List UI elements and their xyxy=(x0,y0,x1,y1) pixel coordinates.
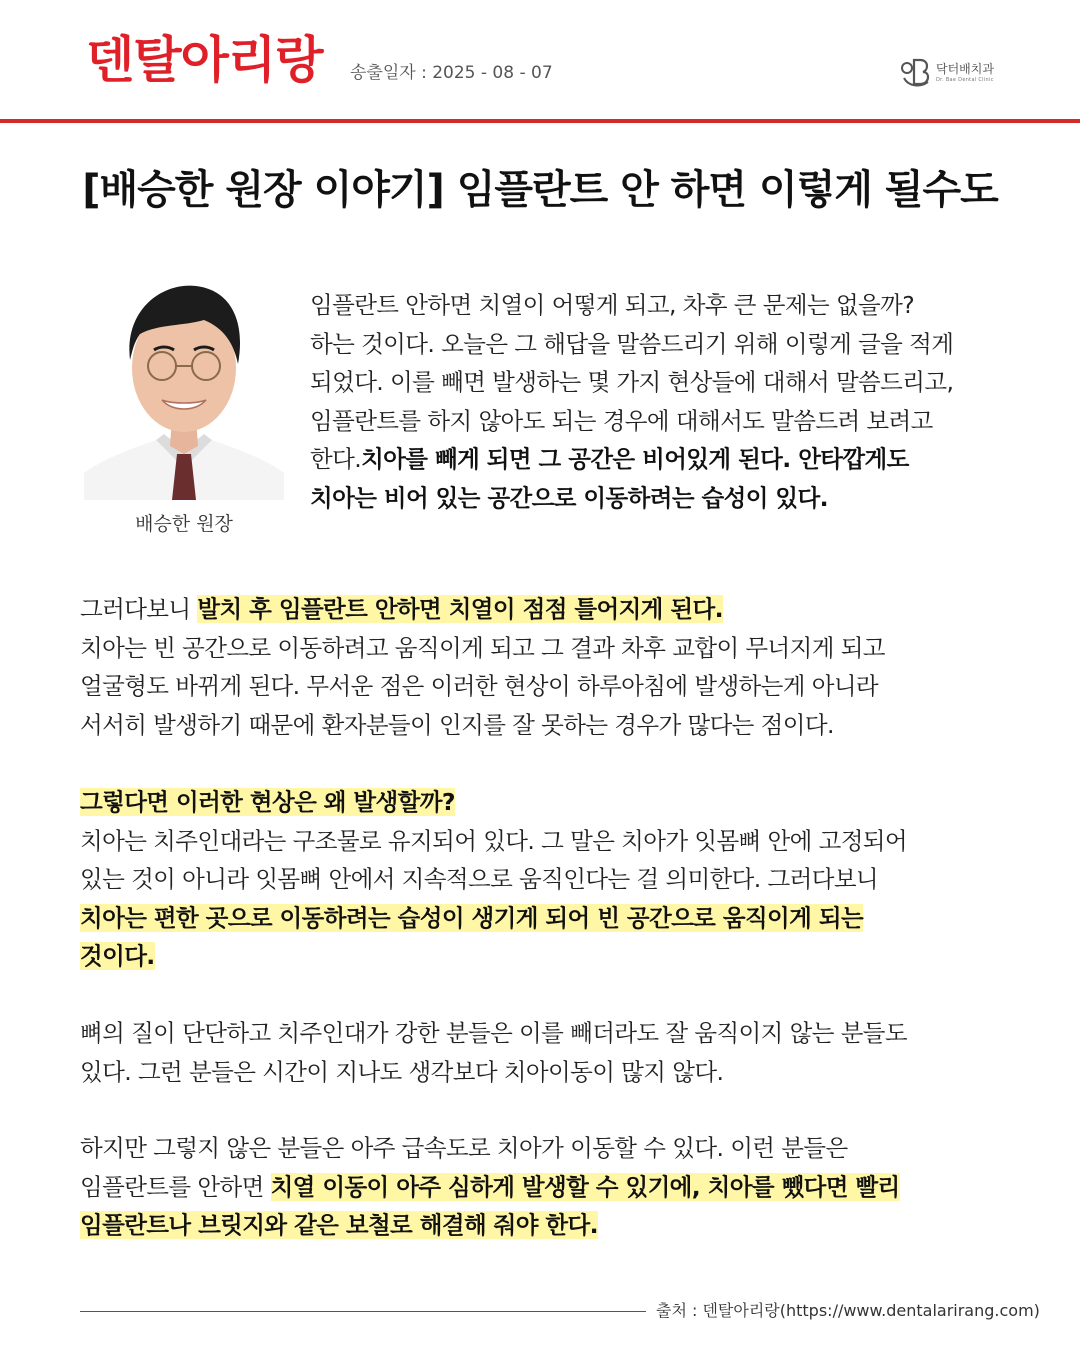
intro-paragraph xyxy=(310,286,1030,517)
header-divider xyxy=(0,119,1080,123)
broadcast-date: 송출일자 : 2025 - 08 - 07 xyxy=(350,63,553,83)
text-line: 뼈의 질이 단단하고 치주인대가 강한 분들은 이를 빼더라도 잘 움직이지 않는 분들도 xyxy=(80,1019,908,1047)
text-line xyxy=(80,783,1010,822)
text-line xyxy=(80,590,1010,629)
brand-logo-text[interactable]: 덴탈아리랑 xyxy=(86,31,323,89)
footer-divider xyxy=(80,1311,646,1312)
text-line: 서서히 발생하기 때문에 환자분들이 인지를 잘 못하는 경우가 많다는 점이다. xyxy=(80,710,834,739)
highlighted-text: 발치 후 임플란트 안하면 치열이 점점 틀어지게 된다. xyxy=(197,595,723,623)
bold-text: 치아를 빼게 되면 그 공간은 비어있게 된다. 안타깝게도 xyxy=(361,445,909,473)
paragraph-4 xyxy=(80,1129,1010,1245)
highlighted-text: 것이다. xyxy=(80,942,155,970)
highlighted-text: 임플란트나 브릿지와 같은 보철로 해결해 줘야 한다. xyxy=(80,1211,598,1239)
bold-text: 치아는 비어 있는 공간으로 이동하려는 습성이 있다. xyxy=(310,483,828,512)
highlighted-text: 치열 이동이 아주 심하게 발생할 수 있기에, 치아를 뺐다면 빨리 xyxy=(270,1172,900,1201)
text-line xyxy=(310,440,1030,479)
highlighted-heading: 그렇다면 이러한 현상은 왜 발생할까? xyxy=(80,788,455,816)
text-line: 있다. 그런 분들은 시간이 지나도 생각보다 치아이동이 많지 않다. xyxy=(80,1057,724,1086)
text-segment: 임플란트를 안하면 xyxy=(80,1172,271,1201)
text-line: 임플란트 안하면 치열이 어떻게 되고, 차후 큰 문제는 없을까? xyxy=(310,291,915,319)
portrait-caption: 배승한 원장 xyxy=(135,513,233,535)
text-line xyxy=(80,899,1010,938)
paragraph-2 xyxy=(80,783,1010,976)
text-segment: 그러다보니 xyxy=(80,595,198,623)
text-line: 있는 것이 아니라 잇몸뼈 안에서 지속적으로 움직인다는 걸 의미한다. 그러다보니 xyxy=(80,865,879,893)
header xyxy=(0,0,1080,122)
paragraph-1 xyxy=(80,590,1010,744)
highlighted-text: 치아는 편한 곳으로 이동하려는 습성이 생기게 되어 빈 공간으로 움직이게 되는 xyxy=(80,903,864,932)
text-line: 임플란트를 하지 않아도 되는 경우에 대해서도 말씀드려 보려고 xyxy=(310,406,933,435)
article-title: [배승한 원장 이야기] 임플란트 안 하면 이렇게 될수도 xyxy=(82,167,998,213)
source-credit[interactable]: 출처 : 덴탈아리랑(https://www.dentalarirang.com) xyxy=(656,1301,1040,1320)
paragraph-3 xyxy=(80,1014,1010,1091)
text-segment: 한다. xyxy=(310,445,362,473)
clinic-logo xyxy=(898,56,998,92)
clinic-logo-subtitle: Dr. Bae Dental Clinic xyxy=(936,77,994,83)
text-line xyxy=(80,937,1010,976)
text-line: 되었다. 이를 빼면 발생하는 몇 가지 현상들에 대해서 말씀드리고, xyxy=(310,368,954,396)
clinic-logo-icon xyxy=(898,56,932,90)
text-line xyxy=(80,1168,1010,1207)
clinic-logo-name: 닥터배치과 xyxy=(936,62,994,76)
text-line: 치아는 치주인대라는 구조물로 유지되어 있다. 그 말은 치아가 잇몸뼈 안에 고정되어 xyxy=(80,826,908,855)
text-line: 치아는 빈 공간으로 이동하려고 움직이게 되고 그 결과 차후 교합이 무너지게 되고 xyxy=(80,633,885,662)
text-line: 하지만 그렇지 않은 분들은 아주 급속도로 치아가 이동할 수 있다. 이런 분들은 xyxy=(80,1134,848,1162)
text-line: 하는 것이다. 오늘은 그 해답을 말씀드리기 위해 이렇게 글을 적게 xyxy=(310,329,954,358)
text-line xyxy=(80,1206,1010,1245)
text-line xyxy=(310,479,1030,518)
text-line: 얼굴형도 바뀌게 된다. 무서운 점은 이러한 현상이 하루아침에 발생하는게 아니라 xyxy=(80,672,879,700)
doctor-portrait xyxy=(84,268,284,500)
